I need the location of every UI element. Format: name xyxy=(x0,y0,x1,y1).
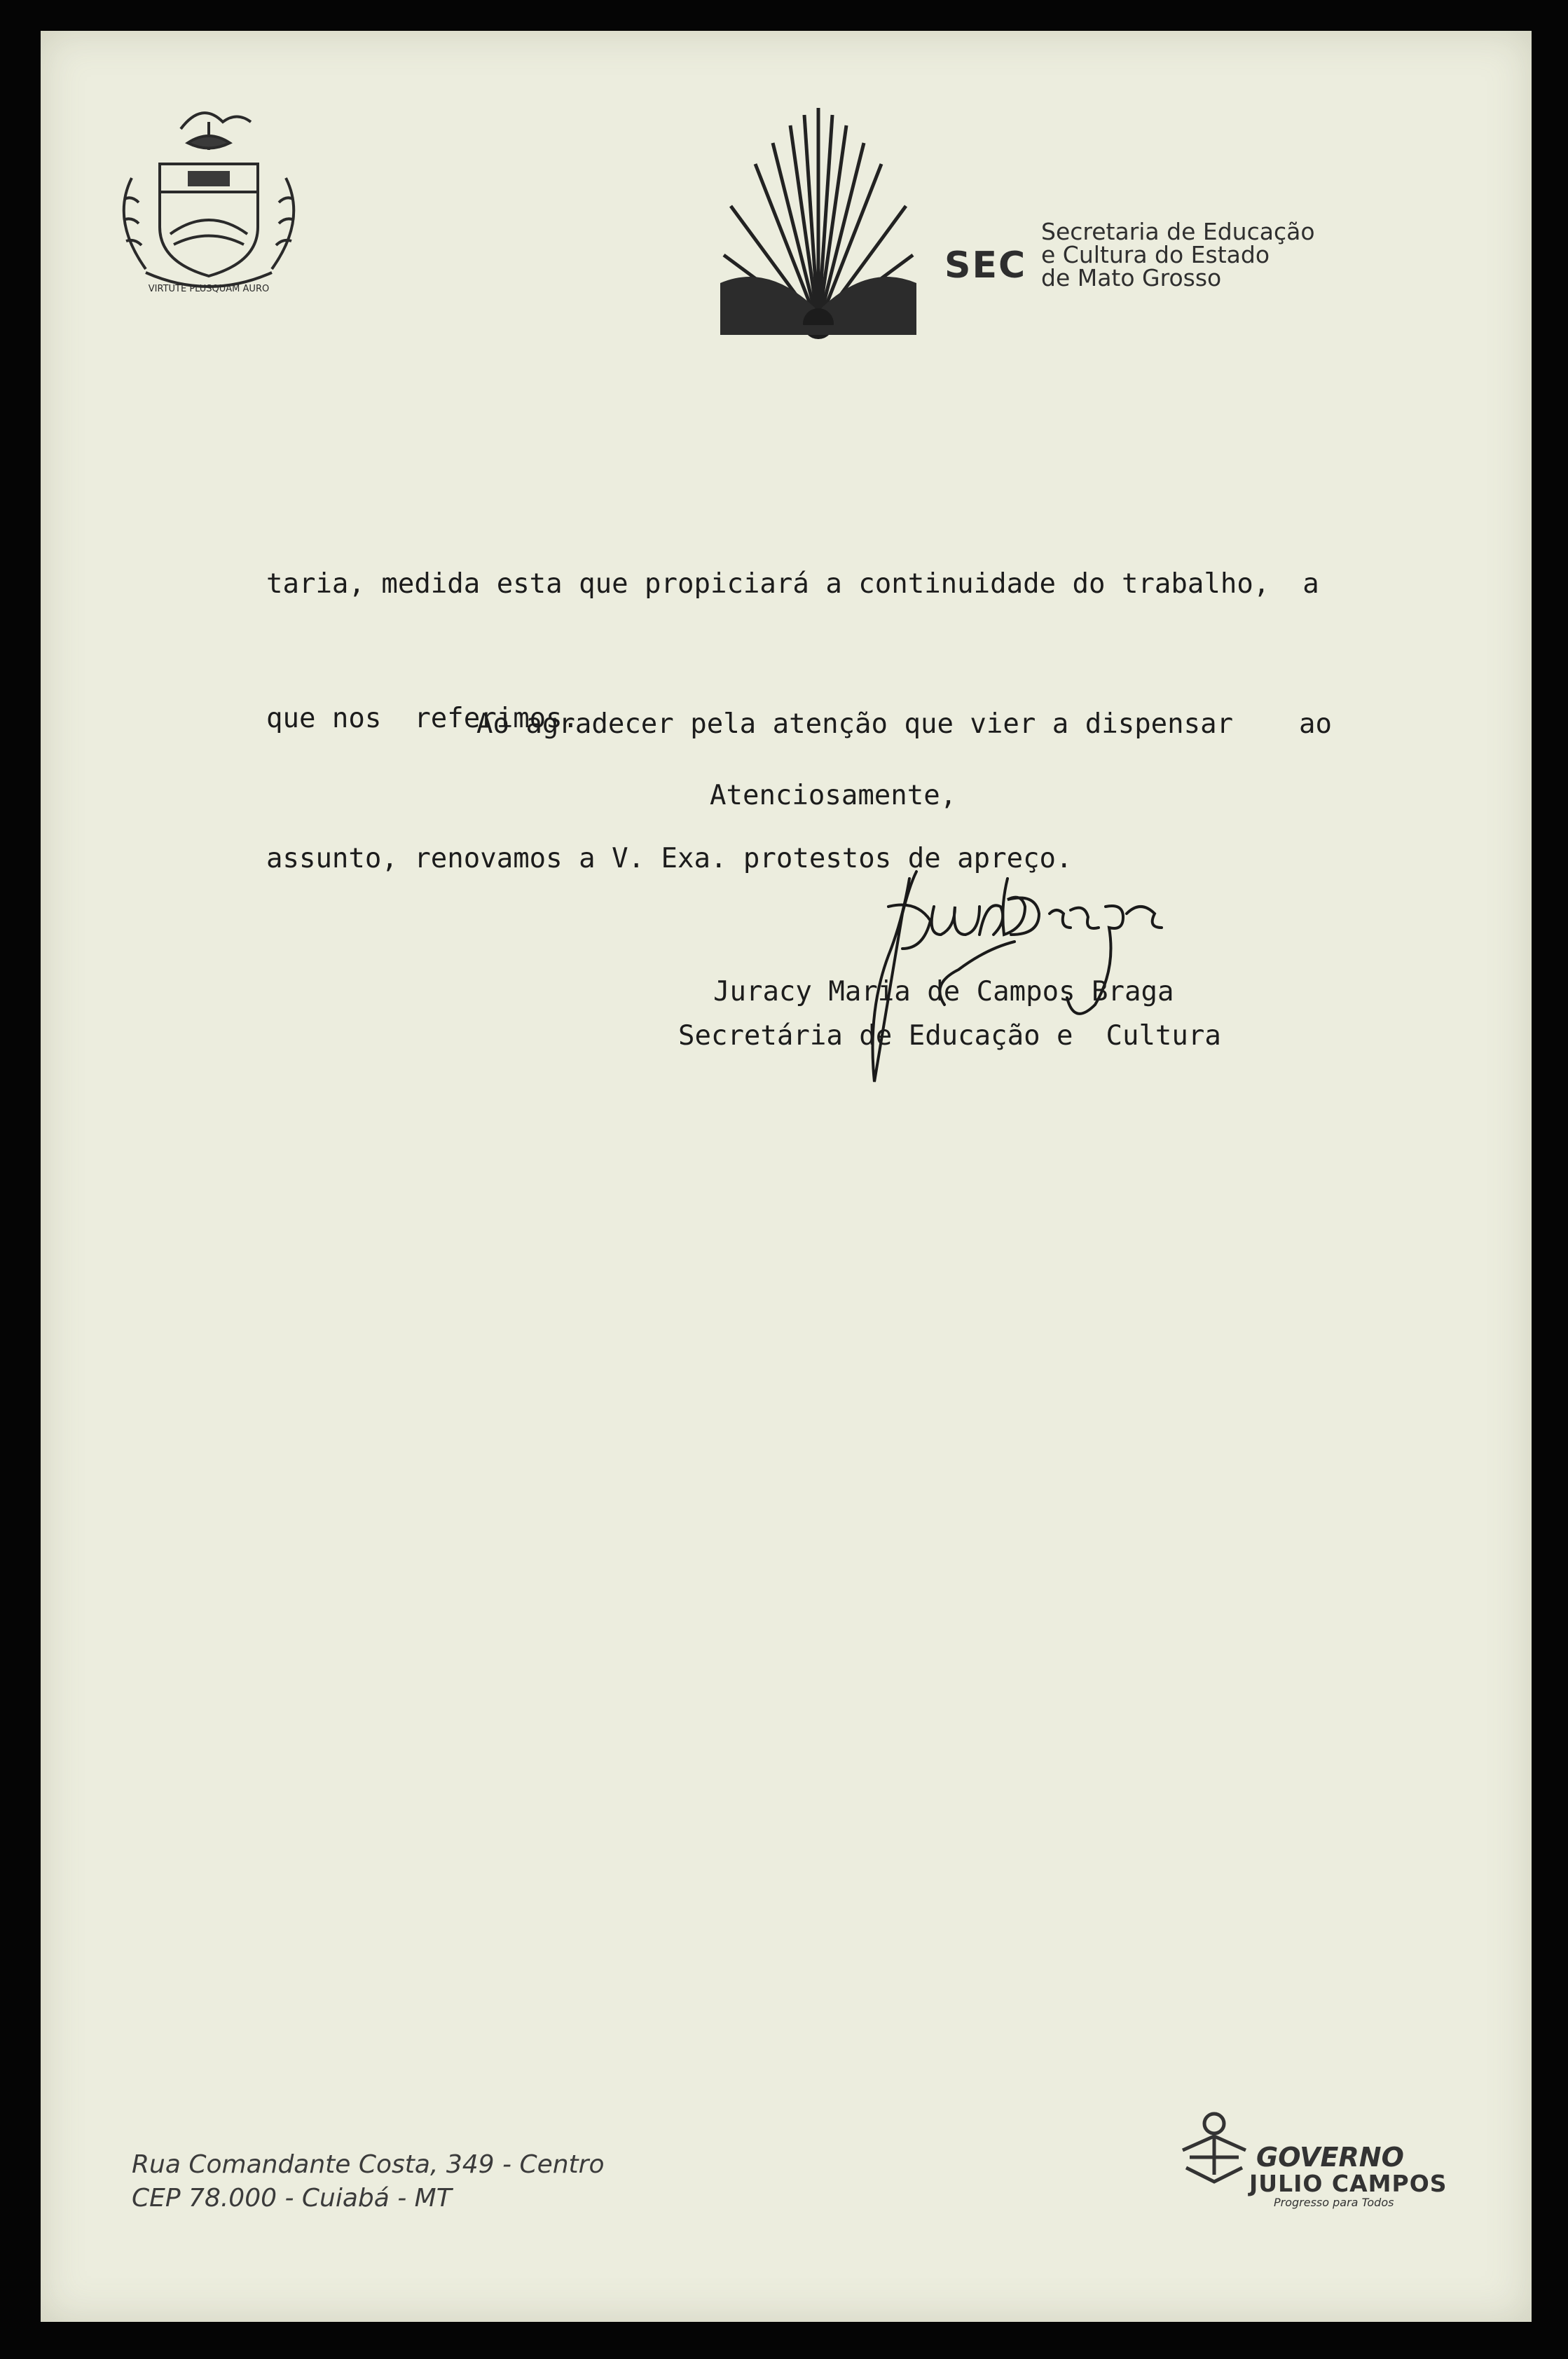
gov-line2: JULIO CAMPOS xyxy=(1249,2170,1447,2197)
letter-page xyxy=(41,31,1532,2322)
address-line: Rua Comandante Costa, 349 - Centro xyxy=(132,2150,605,2179)
gov-slogan: Progresso para Todos xyxy=(1274,2196,1394,2209)
sunburst-book-icon xyxy=(713,101,979,353)
secretariat-name xyxy=(1041,220,1315,289)
mato-grosso-coat-of-arms-icon xyxy=(104,94,314,304)
body-line: assunto, renovamos a V. Exa. protestos de apreço. xyxy=(266,843,1073,874)
gov-line1: GOVERNO xyxy=(1256,2142,1404,2173)
body-line: que nos referimos. xyxy=(266,703,579,734)
sec-abbreviation: SEC xyxy=(944,245,1027,287)
address-line: CEP 78.000 - Cuiabá - MT xyxy=(132,2184,452,2213)
closing: Atenciosamente, xyxy=(710,780,957,811)
secretariat-name-line: Secretaria de Educação xyxy=(1041,218,1315,245)
governo-julio-campos-logo-icon xyxy=(1176,2108,1484,2213)
emblem-motto: VIRTUTE PLUSQUAM AURO xyxy=(148,284,270,294)
signatory-name: Juracy Maria de Campos Braga xyxy=(713,976,1174,1007)
signatory-title: Secretária de Educação e Cultura xyxy=(678,1020,1221,1052)
body-line: Ao agradecer pela atenção que vier a dispensar ao xyxy=(476,708,1332,740)
secretariat-name-line: e Cultura do Estado xyxy=(1041,241,1270,268)
footer-address xyxy=(132,2148,605,2215)
body-line: taria, medida esta que propiciará a continuidade do trabalho, a xyxy=(266,568,1319,600)
secretariat-name-line: de Mato Grosso xyxy=(1041,264,1222,291)
